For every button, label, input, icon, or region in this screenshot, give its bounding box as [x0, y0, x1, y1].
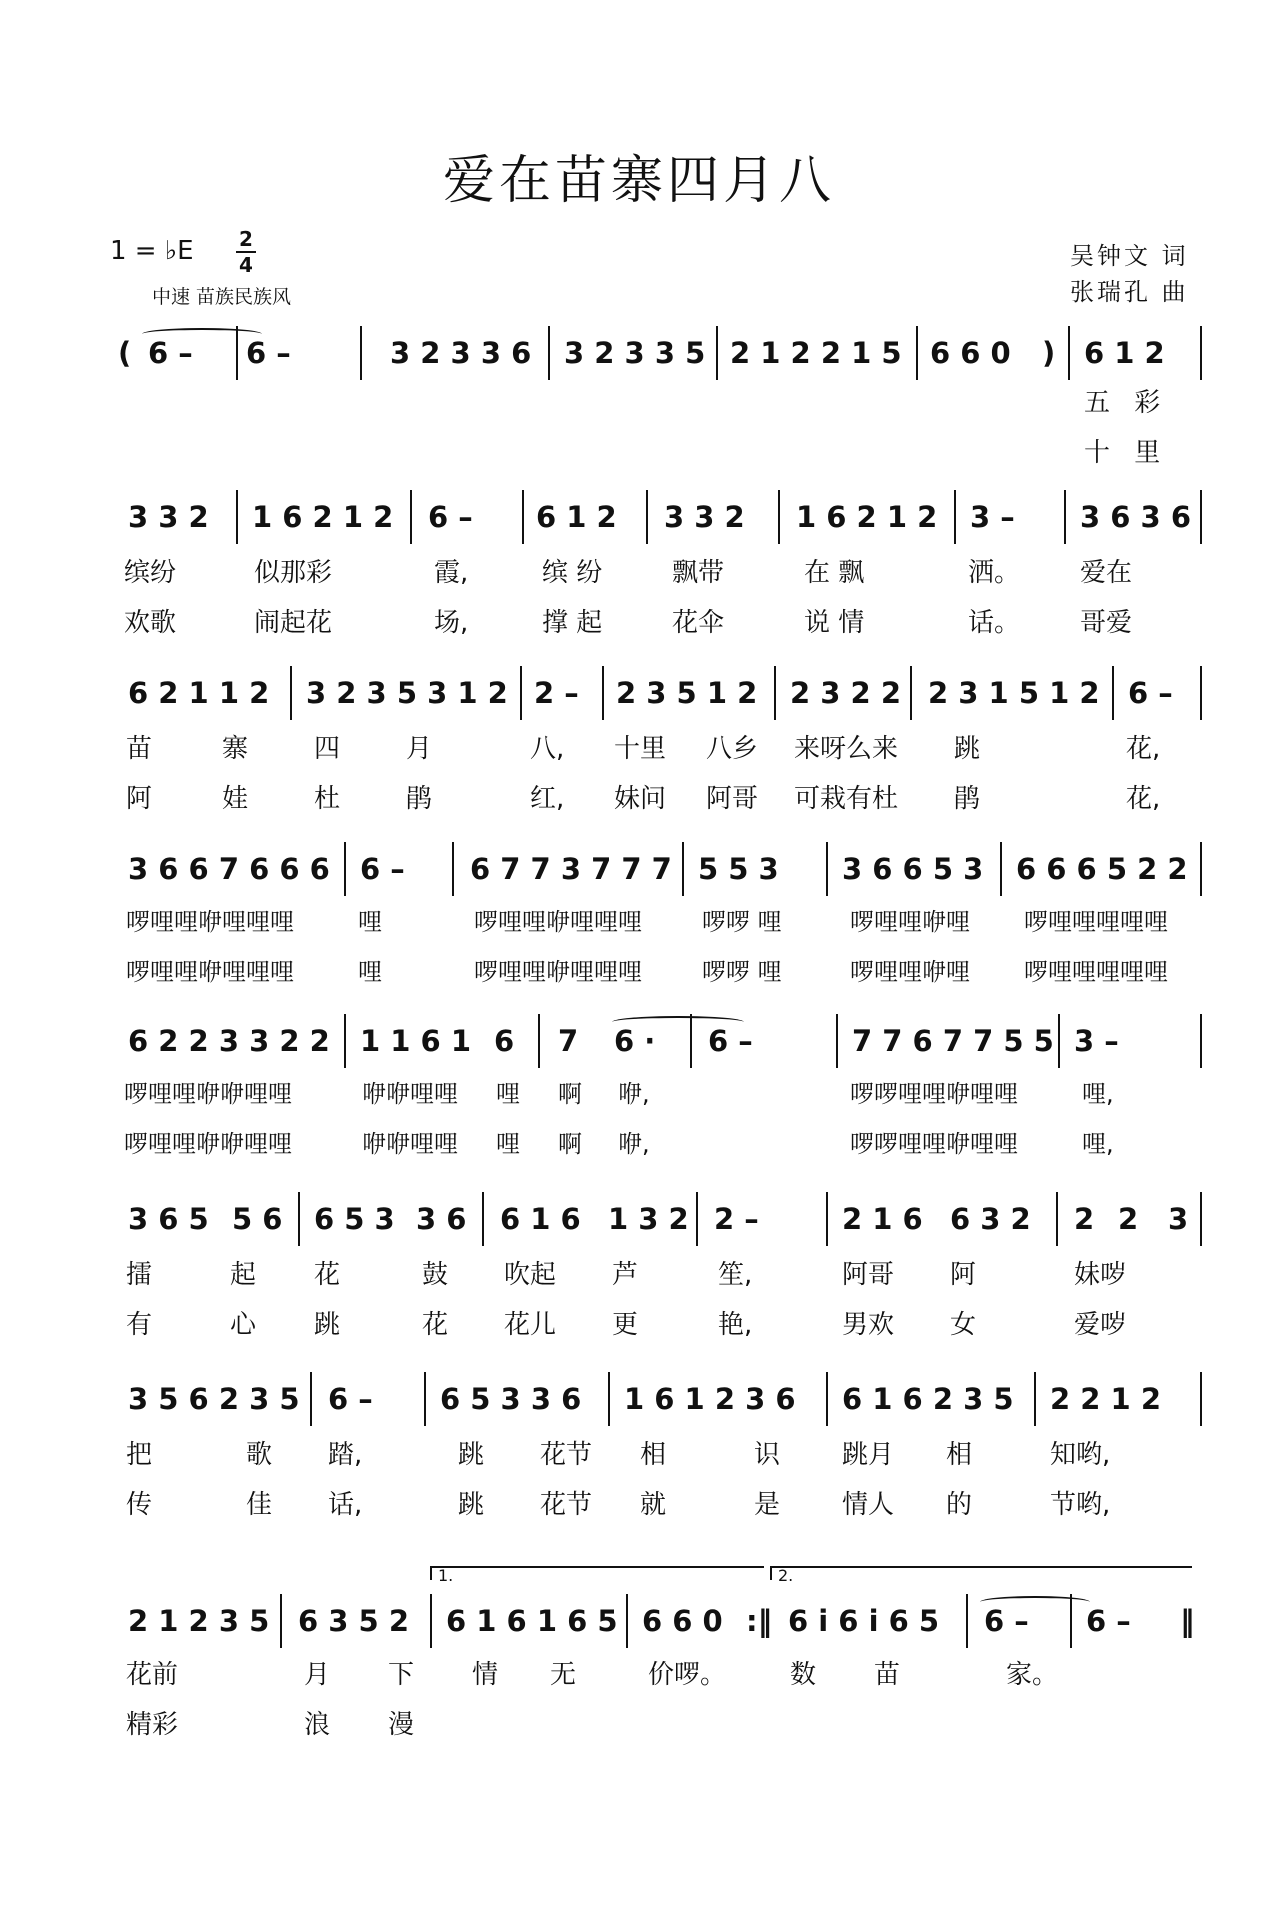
barline — [520, 666, 522, 720]
barline — [522, 490, 524, 544]
barline — [1070, 1594, 1072, 1648]
note-group: 6 – — [1086, 1604, 1131, 1638]
first-ending-bracket — [430, 1566, 764, 1585]
barline — [1200, 1014, 1202, 1068]
lyric-line-5-verse-1: 啰哩哩咿咿哩哩 咿咿哩哩 哩 啊 咿, 啰啰哩哩咿哩哩 哩, — [124, 1080, 1114, 1108]
lyric-line-1-verse-1: 五 彩 — [1084, 388, 1169, 418]
note-group: 3 6 3 6 — [1080, 500, 1192, 534]
note-group: 6 – — [708, 1024, 753, 1058]
barline — [646, 490, 648, 544]
note-group: 6 5 3 3 6 — [440, 1382, 582, 1416]
barline — [1068, 326, 1070, 380]
note-group: 6 7 7 3 7 7 7 — [470, 852, 672, 886]
repeat-sign: :‖ — [746, 1604, 773, 1638]
note-group: 6 – — [246, 336, 291, 370]
barline — [1200, 326, 1202, 380]
barline — [1064, 490, 1066, 544]
barline — [1058, 1014, 1060, 1068]
barline — [236, 490, 238, 544]
note-group: 6 3 2 — [950, 1202, 1031, 1236]
note-group: 3 6 5 — [128, 1202, 209, 1236]
lyricist-credit: 吴钟文 词 — [1070, 242, 1189, 270]
note-group: 2 – — [534, 676, 579, 710]
lyric-line-5-verse-2: 啰哩哩咿咿哩哩 咿咿哩哩 哩 啊 咿, 啰啰哩哩咿哩哩 哩, — [124, 1130, 1114, 1158]
page-title: 爱在苗寨四月八 — [442, 151, 835, 211]
lyric-line-7-verse-2: 传 佳 话, 跳 花节 就 是 情人 的 节哟, — [126, 1490, 1111, 1520]
note-group: 6 – — [428, 500, 473, 534]
note-group: 2 1 2 3 5 — [128, 1604, 270, 1638]
note-group: ( — [118, 336, 132, 370]
barline — [1200, 490, 1202, 544]
barline — [1034, 1372, 1036, 1426]
note-group: 1 3 2 — [608, 1202, 689, 1236]
note-group: 6 1 2 — [536, 500, 617, 534]
barline — [826, 1192, 828, 1246]
lyric-line-8-verse-2: 精彩 浪 漫 — [126, 1710, 415, 1740]
staff-line-6 — [118, 1202, 1210, 1262]
meter-bottom: 4 — [239, 253, 253, 277]
barline — [1000, 842, 1002, 896]
note-group: 5 6 — [232, 1202, 283, 1236]
barline — [290, 666, 292, 720]
barline — [1112, 666, 1114, 720]
barline — [410, 490, 412, 544]
barline — [548, 326, 550, 380]
barline — [344, 842, 346, 896]
note-group: 6 · — [614, 1024, 656, 1058]
tempo-marking: 中速 苗族民族风 — [152, 286, 292, 308]
note-group: 2 2 1 2 — [1050, 1382, 1162, 1416]
note-group: 1 6 1 2 3 6 — [624, 1382, 796, 1416]
note-group: 2 3 5 1 2 — [616, 676, 758, 710]
barline — [716, 326, 718, 380]
note-group: 3 6 6 7 6 6 6 — [128, 852, 330, 886]
lyric-line-8-verse-1: 花前 月 下 情 无 价啰。 数 苗 家。 — [126, 1660, 1059, 1690]
note-group: 6 1 6 — [500, 1202, 581, 1236]
barline — [298, 1192, 300, 1246]
barline — [1200, 1372, 1202, 1426]
barline — [538, 1014, 540, 1068]
lyric-line-7-verse-1: 把 歌 踏, 跳 花节 相 识 跳月 相 知哟, — [126, 1440, 1111, 1470]
barline — [1200, 666, 1202, 720]
note-group: 3 6 — [416, 1202, 467, 1236]
barline — [690, 1014, 692, 1068]
staff-line-7 — [118, 1382, 1210, 1442]
lyric-line-2-verse-2: 欢歌 闹起花 场, 撑 起 花伞 说 情 话。 哥爱 — [124, 608, 1133, 638]
barline — [836, 1014, 838, 1068]
barline — [696, 1192, 698, 1246]
staff-line-3 — [118, 676, 1210, 736]
note-group: 3 – — [1074, 1024, 1119, 1058]
note-group: 6 5 3 — [314, 1202, 395, 1236]
note-group: 6 3 5 2 — [298, 1604, 410, 1638]
barline — [608, 1372, 610, 1426]
barline — [954, 490, 956, 544]
note-group: 6 2 1 1 2 — [128, 676, 270, 710]
tie — [980, 1596, 1090, 1608]
barline — [280, 1594, 282, 1648]
composer-credit: 张瑞孔 曲 — [1070, 278, 1189, 306]
note-group: 2 — [1118, 1202, 1139, 1236]
barline — [430, 1594, 432, 1648]
note-group: 6 1 6 1 6 5 — [446, 1604, 618, 1638]
barline — [424, 1372, 426, 1426]
note-group: 6 – — [148, 336, 193, 370]
note-group: 3 2 3 5 3 1 2 — [306, 676, 508, 710]
barline — [236, 326, 238, 380]
note-group: 6 1 6 2 3 5 — [842, 1382, 1014, 1416]
note-group: 6 6 6 5 2 2 — [1016, 852, 1188, 886]
barline — [910, 666, 912, 720]
barline — [826, 1372, 828, 1426]
meter-top: 2 — [239, 227, 253, 251]
note-group: 2 – — [714, 1202, 759, 1236]
lyric-line-6-verse-1: 擂 起 花 鼓 吹起 芦 笙, 阿哥 阿 妹哕 — [126, 1260, 1127, 1290]
barline — [626, 1594, 628, 1648]
note-group: 6 – — [360, 852, 405, 886]
volta-2-label: 2. — [778, 1566, 794, 1585]
lyric-line-2-verse-1: 缤纷 似那彩 霞, 缤 纷 飘带 在 飘 洒。 爱在 — [124, 558, 1133, 588]
barline — [1200, 1192, 1202, 1246]
note-group: 2 3 2 2 — [790, 676, 902, 710]
lyric-line-3-verse-2: 阿 娃 杜 鹃 红, 妹问 阿哥 可栽有杜 鹃 花, — [126, 784, 1161, 814]
note-group: 3 2 3 3 6 — [390, 336, 532, 370]
note-group: 2 1 2 2 1 5 — [730, 336, 902, 370]
barline — [310, 1372, 312, 1426]
note-group: 3 2 3 3 5 — [564, 336, 706, 370]
note-group: 1 6 2 1 2 — [252, 500, 394, 534]
key-signature: 1 = ♭E — [110, 236, 194, 266]
barline — [452, 842, 454, 896]
notes-line-6 — [118, 1202, 1210, 1262]
note-group: 7 — [558, 1024, 579, 1058]
barline — [602, 666, 604, 720]
lyric-line-1-verse-2: 十 里 — [1084, 438, 1169, 468]
barline — [774, 666, 776, 720]
note-group: 2 — [1074, 1202, 1095, 1236]
volta-1-label: 1. — [438, 1566, 454, 1585]
note-group: 6 – — [1128, 676, 1173, 710]
barline — [482, 1192, 484, 1246]
note-group: 6 – — [328, 1382, 373, 1416]
lyric-line-6-verse-2: 有 心 跳 花 花儿 更 艳, 男欢 女 爱哕 — [126, 1310, 1127, 1340]
note-group: 2 3 1 5 1 2 — [928, 676, 1100, 710]
note-group: 6 6 0 — [930, 336, 1011, 370]
barline — [1200, 842, 1202, 896]
note-group: 3 — [1168, 1202, 1189, 1236]
notes-line-3 — [118, 676, 1210, 736]
note-group: 3 3 2 — [128, 500, 209, 534]
final-barline: ‖ — [1180, 1604, 1195, 1638]
barline — [1056, 1192, 1058, 1246]
lyric-line-4-verse-2: 啰哩哩咿哩哩哩 哩 啰哩哩咿哩哩哩 啰啰 哩 啰哩哩咿哩 啰哩哩哩哩哩 — [126, 958, 1168, 986]
note-group: 5 5 3 — [698, 852, 779, 886]
barline — [966, 1594, 968, 1648]
second-ending-bracket — [770, 1566, 1192, 1585]
note-group: 6 – — [984, 1604, 1029, 1638]
barline — [344, 1014, 346, 1068]
note-group: 6 1 2 — [1084, 336, 1165, 370]
barline — [360, 326, 362, 380]
note-group: 3 6 6 5 3 — [842, 852, 984, 886]
staff-line-2 — [118, 500, 1210, 560]
note-group: ) — [1042, 336, 1056, 370]
barline — [778, 490, 780, 544]
barline — [682, 842, 684, 896]
note-group: 6 6 0 — [642, 1604, 723, 1638]
note-group: 3 – — [970, 500, 1015, 534]
time-signature — [236, 228, 256, 276]
note-group: 6 i 6 i 6 5 — [788, 1604, 940, 1638]
note-group: 6 — [494, 1024, 515, 1058]
notes-line-2 — [118, 500, 1210, 560]
lyric-line-3-verse-1: 苗 寨 四 月 八, 十里 八乡 来呀么来 跳 花, — [126, 734, 1161, 764]
note-group: 3 5 6 2 3 5 — [128, 1382, 300, 1416]
slur — [142, 328, 262, 340]
lyric-line-4-verse-1: 啰哩哩咿哩哩哩 哩 啰哩哩咿哩哩哩 啰啰 哩 啰哩哩咿哩 啰哩哩哩哩哩 — [126, 908, 1168, 936]
note-group: 7 7 6 7 7 5 5 — [852, 1024, 1054, 1058]
barline — [826, 842, 828, 896]
note-group: 1 1 6 1 — [360, 1024, 472, 1058]
barline — [916, 326, 918, 380]
note-group: 3 3 2 — [664, 500, 745, 534]
notes-line-7 — [118, 1382, 1210, 1442]
note-group: 1 6 2 1 2 — [796, 500, 938, 534]
note-group: 6 2 2 3 3 2 2 — [128, 1024, 330, 1058]
note-group: 2 1 6 — [842, 1202, 923, 1236]
